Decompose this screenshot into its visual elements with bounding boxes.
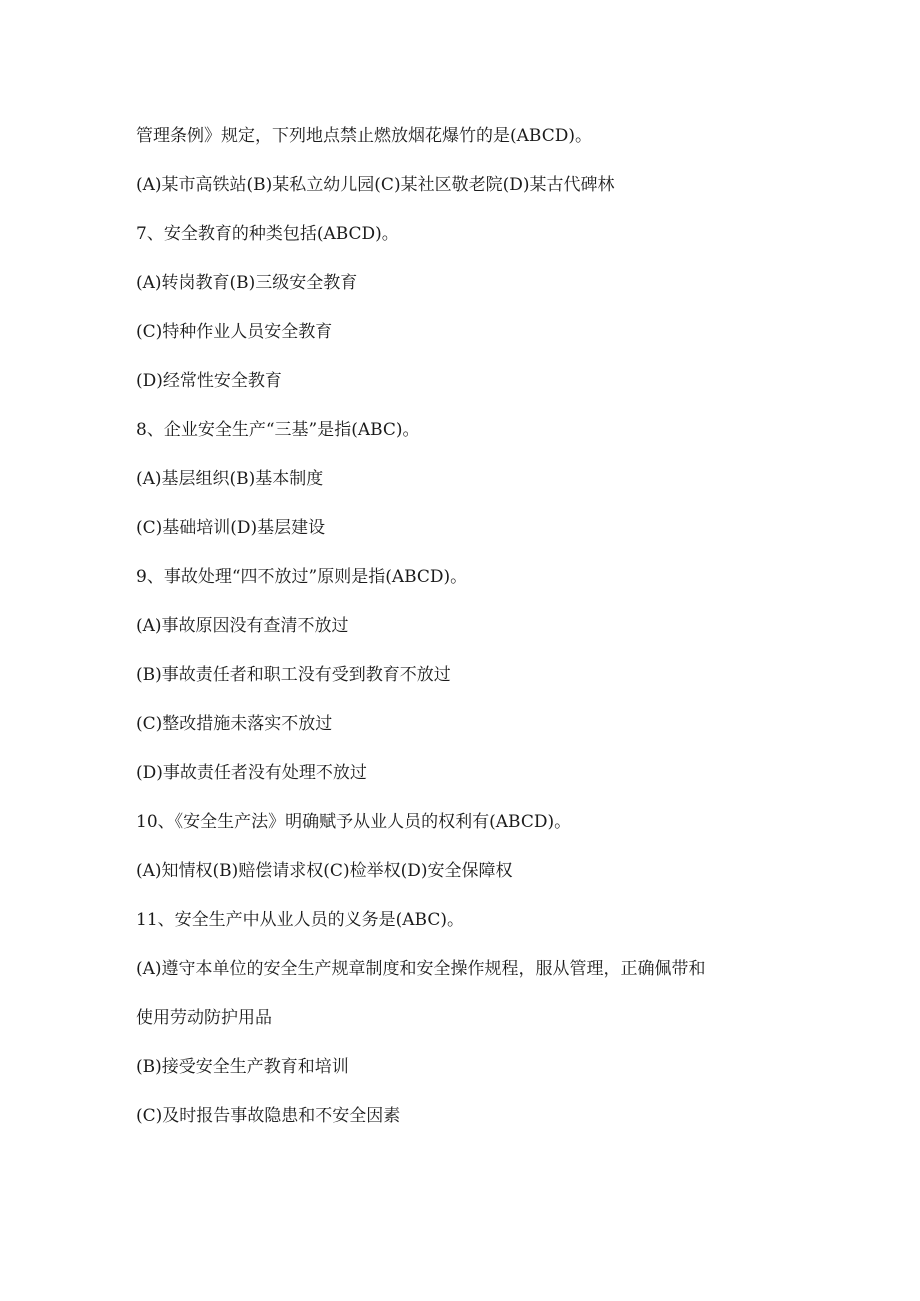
answer-option-line: (D)经常性安全教育 (136, 371, 282, 391)
answer-option-line: (C)及时报告事故隐患和不安全因素 (136, 1106, 401, 1126)
document-body (136, 122, 796, 1151)
question-8: 8、企业安全生产“三基”是指(ABC)。 (136, 420, 420, 440)
answer-option-line: (A)知情权(B)赔偿请求权(C)检举权(D)安全保障权 (136, 861, 513, 881)
question-10: 10、《安全生产法》明确赋予从业人员的权利有(ABCD)。 (136, 812, 572, 832)
question-11: 11、安全生产中从业人员的义务是(ABC)。 (136, 910, 464, 930)
answer-option-line: (C)特种作业人员安全教育 (136, 322, 333, 342)
answer-option-line: (B)事故责任者和职工没有受到教育不放过 (136, 665, 451, 685)
question-continuation: 管理条例》规定，下列地点禁止燃放烟花爆竹的是(ABCD)。 (136, 126, 592, 146)
answer-option-line: (A)基层组织(B)基本制度 (136, 469, 324, 489)
question-7: 7、安全教育的种类包括(ABCD)。 (136, 224, 399, 244)
answer-option-line: (D)事故责任者没有处理不放过 (136, 763, 367, 783)
answer-option-line: (A)事故原因没有查清不放过 (136, 616, 349, 636)
question-9: 9、事故处理“四不放过”原则是指(ABCD)。 (136, 567, 468, 587)
answer-option-line: (A)某市高铁站(B)某私立幼儿园(C)某社区敬老院(D)某古代碑林 (136, 175, 615, 195)
answer-option-line: (A)遵守本单位的安全生产规章制度和安全操作规程，服从管理，正确佩带和 (136, 959, 706, 979)
answer-option-continuation: 使用劳动防护用品 (136, 1008, 272, 1028)
answer-option-line: (C)整改措施未落实不放过 (136, 714, 333, 734)
answer-option-line: (C)基础培训(D)基层建设 (136, 518, 326, 538)
answer-option-line: (A)转岗教育(B)三级安全教育 (136, 273, 358, 293)
answer-option-line: (B)接受安全生产教育和培训 (136, 1057, 349, 1077)
